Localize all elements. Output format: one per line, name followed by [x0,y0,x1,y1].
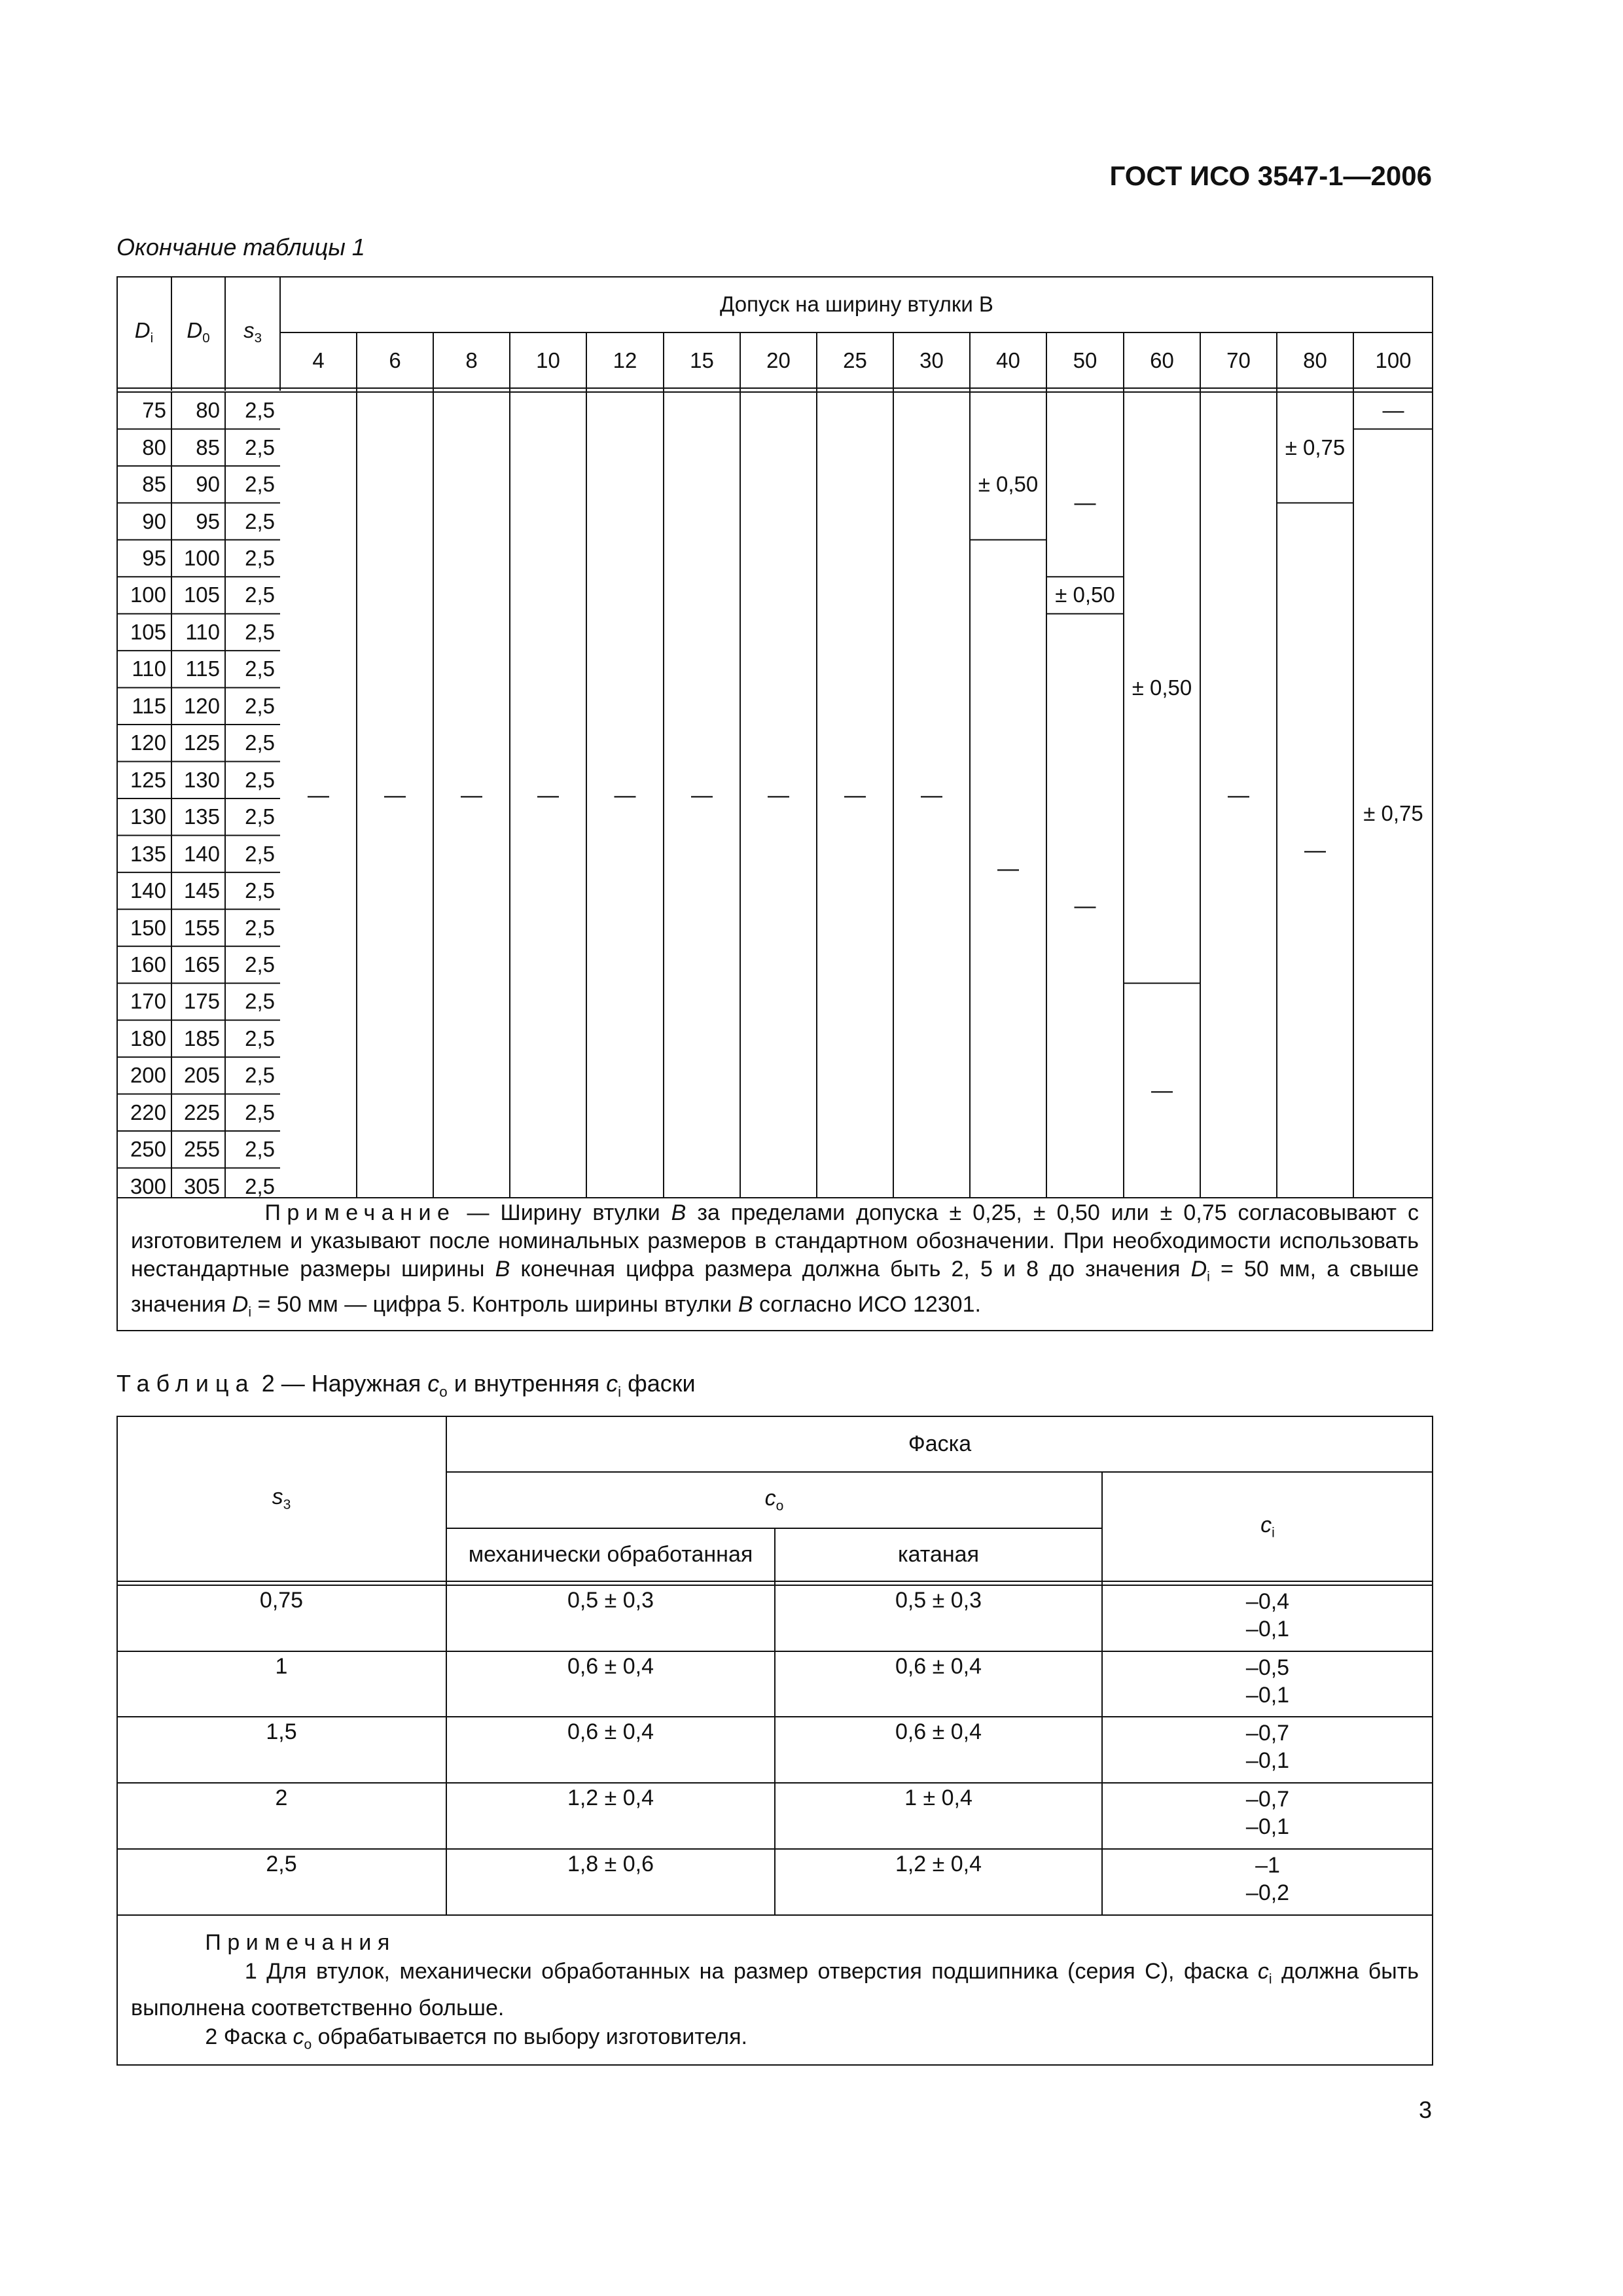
header-s3: $s_3$ [243,317,262,346]
row-d0: 255 [183,1137,220,1162]
row-di: 160 [130,952,166,977]
row-co-rolled: 1,2 ± 0,4 [895,1852,982,1876]
table2 [116,1416,1433,2066]
row-s3: 2,5 [245,804,275,829]
row-co-rolled: 0,5 ± 0,3 [895,1588,982,1613]
row-di: 85 [142,472,166,497]
tolerance-dash: — [614,782,636,807]
row-s3: 2,5 [245,878,275,903]
tolerance-060-dash: — [1151,1078,1173,1103]
row-di: 170 [130,989,166,1014]
tolerance-100-dash: — [1382,398,1404,423]
row-d0: 130 [183,767,220,792]
row-ci: –0,7 –0,1 [1245,1787,1290,1839]
header-width-70: 70 [1226,348,1251,372]
row-s3: 2,5 [245,1137,275,1162]
row-di: 150 [130,915,166,940]
tolerance-dash: — [308,782,329,807]
row-ci: –0,5 –0,1 [1245,1655,1290,1708]
row-s3: 2,5 [245,546,275,571]
row-d0: 80 [196,398,220,423]
header-d0: $D_0$ [187,317,210,346]
table2-notes [131,1928,1419,2060]
row-d0: 185 [183,1026,220,1050]
row-s3: 2,5 [245,435,275,459]
header-width-30: 30 [919,348,944,372]
row-s3: 2,5 [245,1063,275,1088]
tolerance-dash: — [537,782,559,807]
row-di: 120 [130,730,166,755]
header-width-8: 8 [465,348,478,372]
tolerance-040-pm050: ± 0,50 [978,472,1039,497]
tolerance-040-dash: — [997,856,1019,881]
header-ci: $c_i$ [1260,1512,1275,1541]
row-d0: 145 [183,878,220,903]
header-width-80: 80 [1303,348,1327,372]
header-width-15: 15 [690,348,714,372]
tolerance-dash: — [384,782,406,807]
row-co-machined: 1,2 ± 0,4 [567,1785,654,1810]
row-di: 200 [130,1063,166,1088]
table1-note: Примечание — Ширину втулки B за пределами допуска ± 0,25, ± 0,50 или ± 0,75 согласовывают с изготовителем и указывают после номинальных размеров в стандартном обозначении. При необходимости использовать нестандартные размеры ширины B конечная цифра размера должна быть 2, 5 и 8 до значения $D_i = 50$ мм, а свыше значения $D_i = 50$ мм — цифра 5. Контроль ширины втулки B согласно ИСО 12301. [131,1200,1419,1320]
row-d0: 95 [196,509,220,533]
row-di: 115 [132,693,166,718]
notes-label: Примечания [205,1930,396,1955]
row-s3: 2,5 [245,952,275,977]
tolerance-dash: — [461,782,482,807]
row-s3: 2,5 [245,1026,275,1050]
header-width-25: 25 [843,348,867,372]
header-width-50: 50 [1073,348,1097,372]
row-s3: 2,5 [245,767,275,792]
row-s3: 2,5 [245,989,275,1014]
row-co-rolled: 1 ± 0,4 [904,1785,972,1810]
header-width-4: 4 [312,348,325,372]
row-di: 80 [142,435,166,459]
row-s3: 2,5 [266,1852,297,1876]
row-s3: 0,75 [259,1588,304,1613]
header-width-60: 60 [1150,348,1174,372]
note-1: 1 Для втулок, механически обработанных на размер отверстия подшипника (серия С), фаска $c_i$ должна быть выполнена соответственно больше. [131,1959,1419,2021]
row-di: 130 [130,804,166,829]
row-di: 95 [142,546,166,571]
note-label: Примечание [264,1200,456,1225]
note-2: 2 Фаска $c_o$ обрабатывается по выбору изготовителя. [205,2024,747,2053]
table2-caption: Таблица 2 — Наружная $c_o$ и внутренняя $c_i$ фаски [116,1370,696,1400]
row-d0: 135 [183,804,220,829]
row-d0: 90 [196,472,220,497]
row-s3: 2,5 [245,509,275,533]
row-d0: 100 [183,546,220,571]
row-di: 180 [130,1026,166,1050]
header-rolled: катаная [898,1542,979,1567]
header-width-6: 6 [389,348,401,372]
row-d0: 140 [183,841,220,866]
table1-caption: Окончание таблицы 1 [116,234,365,260]
row-ci: –0,7 –0,1 [1245,1721,1290,1773]
header-width-10: 10 [536,348,560,372]
row-di: 90 [142,509,166,533]
row-di: 300 [130,1174,166,1198]
header-s3: $s_3$ [272,1484,291,1513]
row-d0: 205 [183,1063,220,1088]
row-di: 110 [132,656,166,681]
header-machined: механически обработанная [468,1542,753,1567]
tolerance-060-pm050: ± 0,50 [1132,675,1192,700]
table1 [116,276,1433,1331]
row-di: 140 [130,878,166,903]
row-s3: 2,5 [245,693,275,718]
row-s3: 2,5 [245,583,275,607]
header-width-40: 40 [996,348,1020,372]
header-width-20: 20 [766,348,791,372]
tolerance-dash: — [921,782,942,807]
row-di: 100 [130,583,166,607]
tolerance-dash: — [1228,782,1249,807]
tolerance-080-dash: — [1304,838,1326,863]
row-s3: 2,5 [245,1100,275,1124]
tolerance-050-dash-top: — [1074,490,1096,515]
tolerance-050-pm050: ± 0,50 [1055,583,1115,607]
row-d0: 120 [183,693,220,718]
row-s3: 1,5 [266,1719,297,1744]
row-d0: 115 [185,656,220,681]
row-s3: 2,5 [245,730,275,755]
row-d0: 125 [183,730,220,755]
row-s3: 2,5 [245,619,275,644]
row-d0: 305 [183,1174,220,1198]
row-s3: 1 [275,1654,288,1679]
row-d0: 155 [183,915,220,940]
row-d0: 110 [185,619,220,644]
row-s3: 2,5 [245,1174,275,1198]
tolerance-080-pm075: ± 0,75 [1285,435,1346,459]
row-co-machined: 0,6 ± 0,4 [567,1654,654,1679]
tolerance-dash: — [691,782,713,807]
row-co-rolled: 0,6 ± 0,4 [895,1654,982,1679]
row-di: 105 [130,619,166,644]
row-s3: 2,5 [245,656,275,681]
row-s3: 2,5 [245,398,275,423]
row-di: 135 [130,841,166,866]
row-ci: –1 –0,2 [1245,1853,1290,1905]
tolerance-050-dash: — [1074,893,1096,918]
tolerance-dash: — [768,782,789,807]
row-di: 220 [130,1100,166,1124]
header-co: $c_o$ [764,1486,784,1514]
header-width-12: 12 [613,348,637,372]
header-chamfer: Фаска [908,1431,972,1456]
row-di: 250 [130,1137,166,1162]
row-ci: –0,4 –0,1 [1245,1589,1290,1641]
row-d0: 105 [183,583,220,607]
row-co-machined: 0,5 ± 0,3 [567,1588,654,1613]
row-s3: 2,5 [245,915,275,940]
row-d0: 225 [183,1100,220,1124]
header-di: $D_i$ [134,317,154,346]
tolerance-dash: — [844,782,866,807]
row-co-machined: 0,6 ± 0,4 [567,1719,654,1744]
row-di: 75 [142,398,166,423]
page-number: 3 [1418,2096,1432,2123]
row-d0: 85 [196,435,220,459]
row-di: 125 [130,767,166,792]
header-width-tolerance: Допуск на ширину втулки B [720,292,993,316]
row-d0: 175 [183,989,220,1014]
row-s3: 2 [275,1785,288,1810]
row-co-machined: 1,8 ± 0,6 [567,1852,654,1876]
row-d0: 165 [183,952,220,977]
row-s3: 2,5 [245,841,275,866]
row-s3: 2,5 [245,472,275,497]
row-co-rolled: 0,6 ± 0,4 [895,1719,982,1744]
header-width-100: 100 [1375,348,1412,372]
tolerance-100-pm075: ± 0,75 [1363,800,1423,825]
table1-cells [116,276,1433,1331]
document-title: ГОСТ ИСО 3547-1—2006 [1109,160,1432,191]
